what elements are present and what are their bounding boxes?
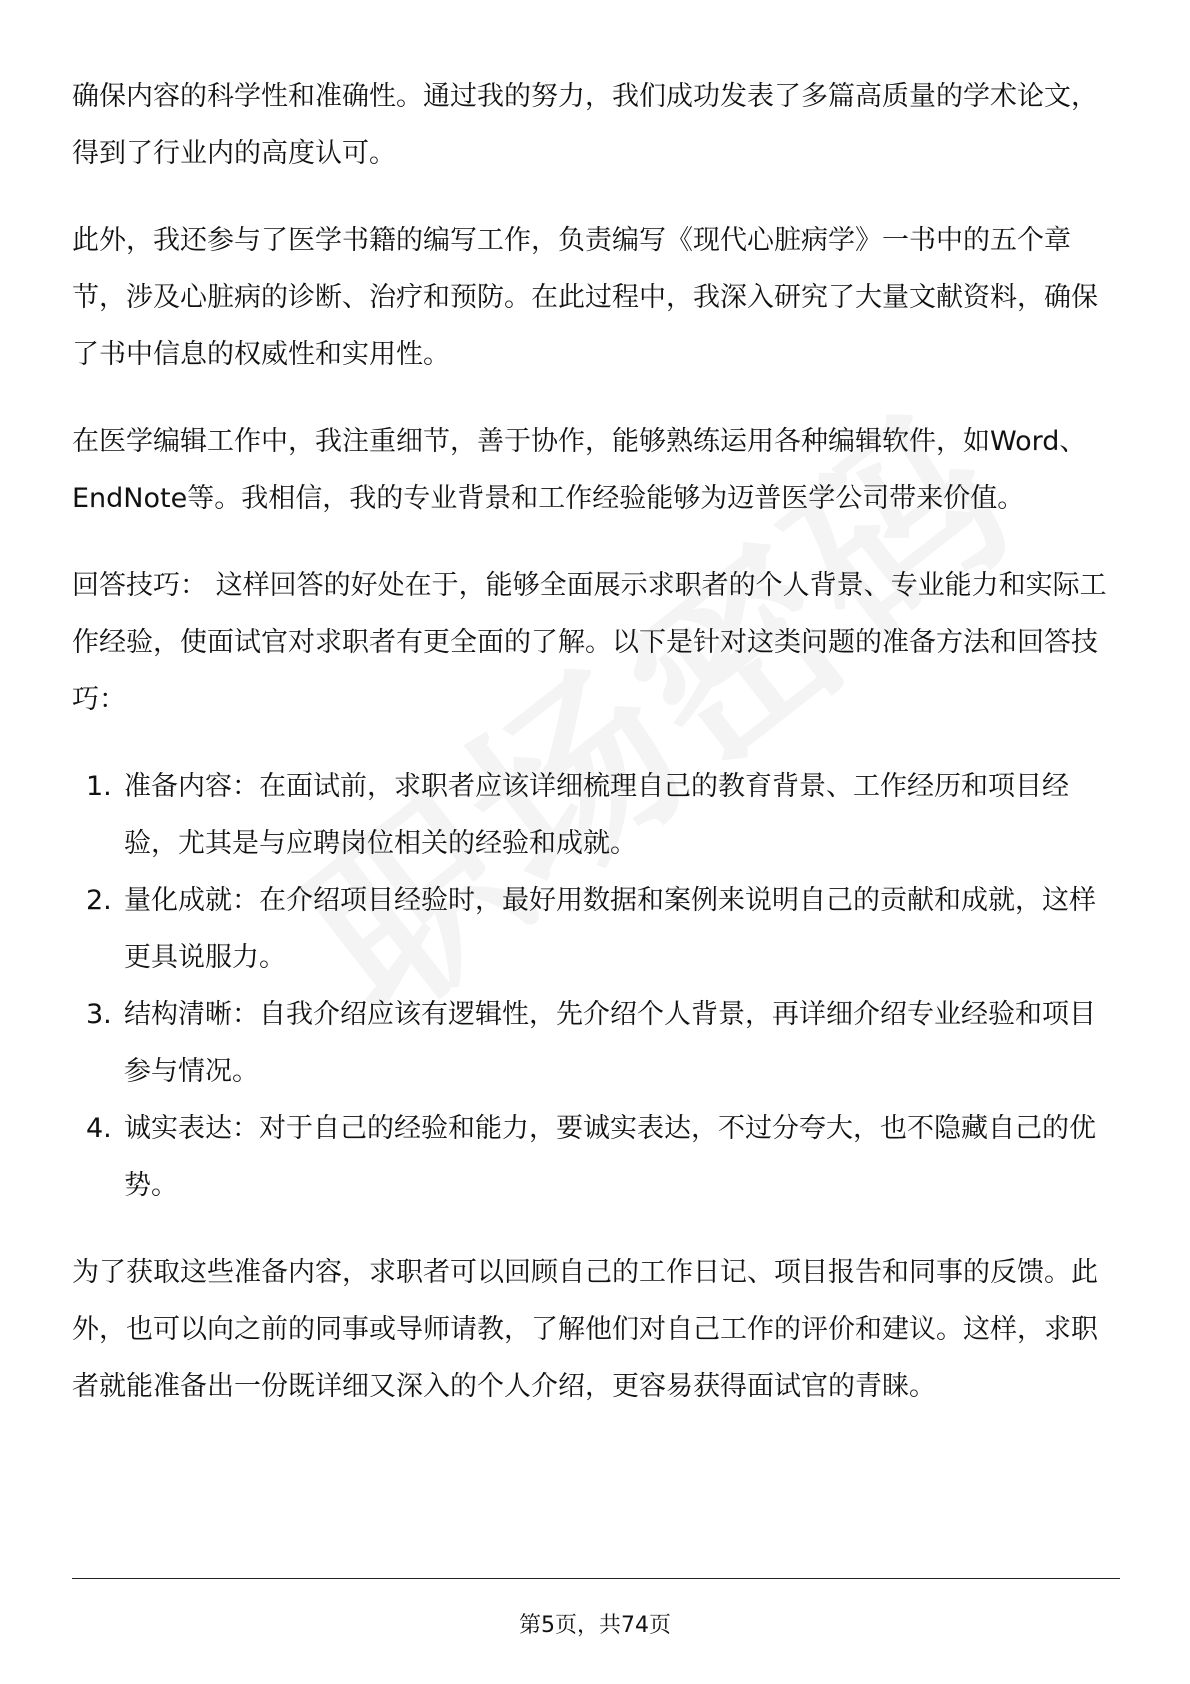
document-body bbox=[72, 68, 1120, 1445]
list-item bbox=[72, 986, 1120, 1100]
list-item bbox=[72, 758, 1120, 872]
paragraph-editing-skills: 在医学编辑工作中，我注重细节，善于协作，能够熟练运用各种编辑软件，如Word、EndNote等。我相信，我的专业背景和工作经验能够为迈普医学公司带来价值。 bbox=[72, 426, 1087, 514]
list-item bbox=[72, 872, 1120, 986]
list-item-number: 2. bbox=[86, 885, 112, 916]
list-item-text: 准备内容：在面试前，求职者应该详细梳理自己的教育背景、工作经历和项目经验，尤其是与应聘岗位相关的经验和成就。 bbox=[124, 771, 1069, 859]
paragraph-closing: 为了获取这些准备内容，求职者可以回顾自己的工作日记、项目报告和同事的反馈。此外，也可以向之前的同事或导师请教，了解他们对自己工作的评价和建议。这样，求职者就能准备出一份既详细又深入的个人介绍，更容易获得面试官的青睐。 bbox=[72, 1257, 1098, 1402]
list-item-number: 1. bbox=[86, 771, 112, 802]
page-number: 第5页，共74页 bbox=[519, 1613, 671, 1638]
list-item bbox=[72, 1100, 1120, 1214]
paragraph-answer-tips-intro: 回答技巧： 这样回答的好处在于，能够全面展示求职者的个人背景、专业能力和实际工作经验，使面试官对求职者有更全面的了解。以下是针对这类问题的准备方法和回答技巧： bbox=[72, 570, 1107, 715]
list-item-text: 量化成就：在介绍项目经验时，最好用数据和案例来说明自己的贡献和成就，这样更具说服力。 bbox=[124, 885, 1096, 973]
list-item-text: 诚实表达：对于自己的经验和能力，要诚实表达，不过分夸大，也不隐藏自己的优势。 bbox=[124, 1113, 1096, 1201]
paragraph-book-writing: 此外，我还参与了医学书籍的编写工作，负责编写《现代心脏病学》一书中的五个章节，涉及心脏病的诊断、治疗和预防。在此过程中，我深入研究了大量文献资料，确保了书中信息的权威性和实用性。 bbox=[72, 225, 1098, 370]
list-item-number: 3. bbox=[86, 999, 112, 1030]
list-item-text: 结构清晰：自我介绍应该有逻辑性，先介绍个人背景，再详细介绍专业经验和项目参与情况。 bbox=[124, 999, 1096, 1087]
tips-list bbox=[72, 758, 1120, 1214]
footer-divider bbox=[72, 1578, 1120, 1579]
paragraph-research-results: 确保内容的科学性和准确性。通过我的努力，我们成功发表了多篇高质量的学术论文，得到了行业内的高度认可。 bbox=[72, 81, 1098, 169]
list-item-number: 4. bbox=[86, 1113, 112, 1144]
